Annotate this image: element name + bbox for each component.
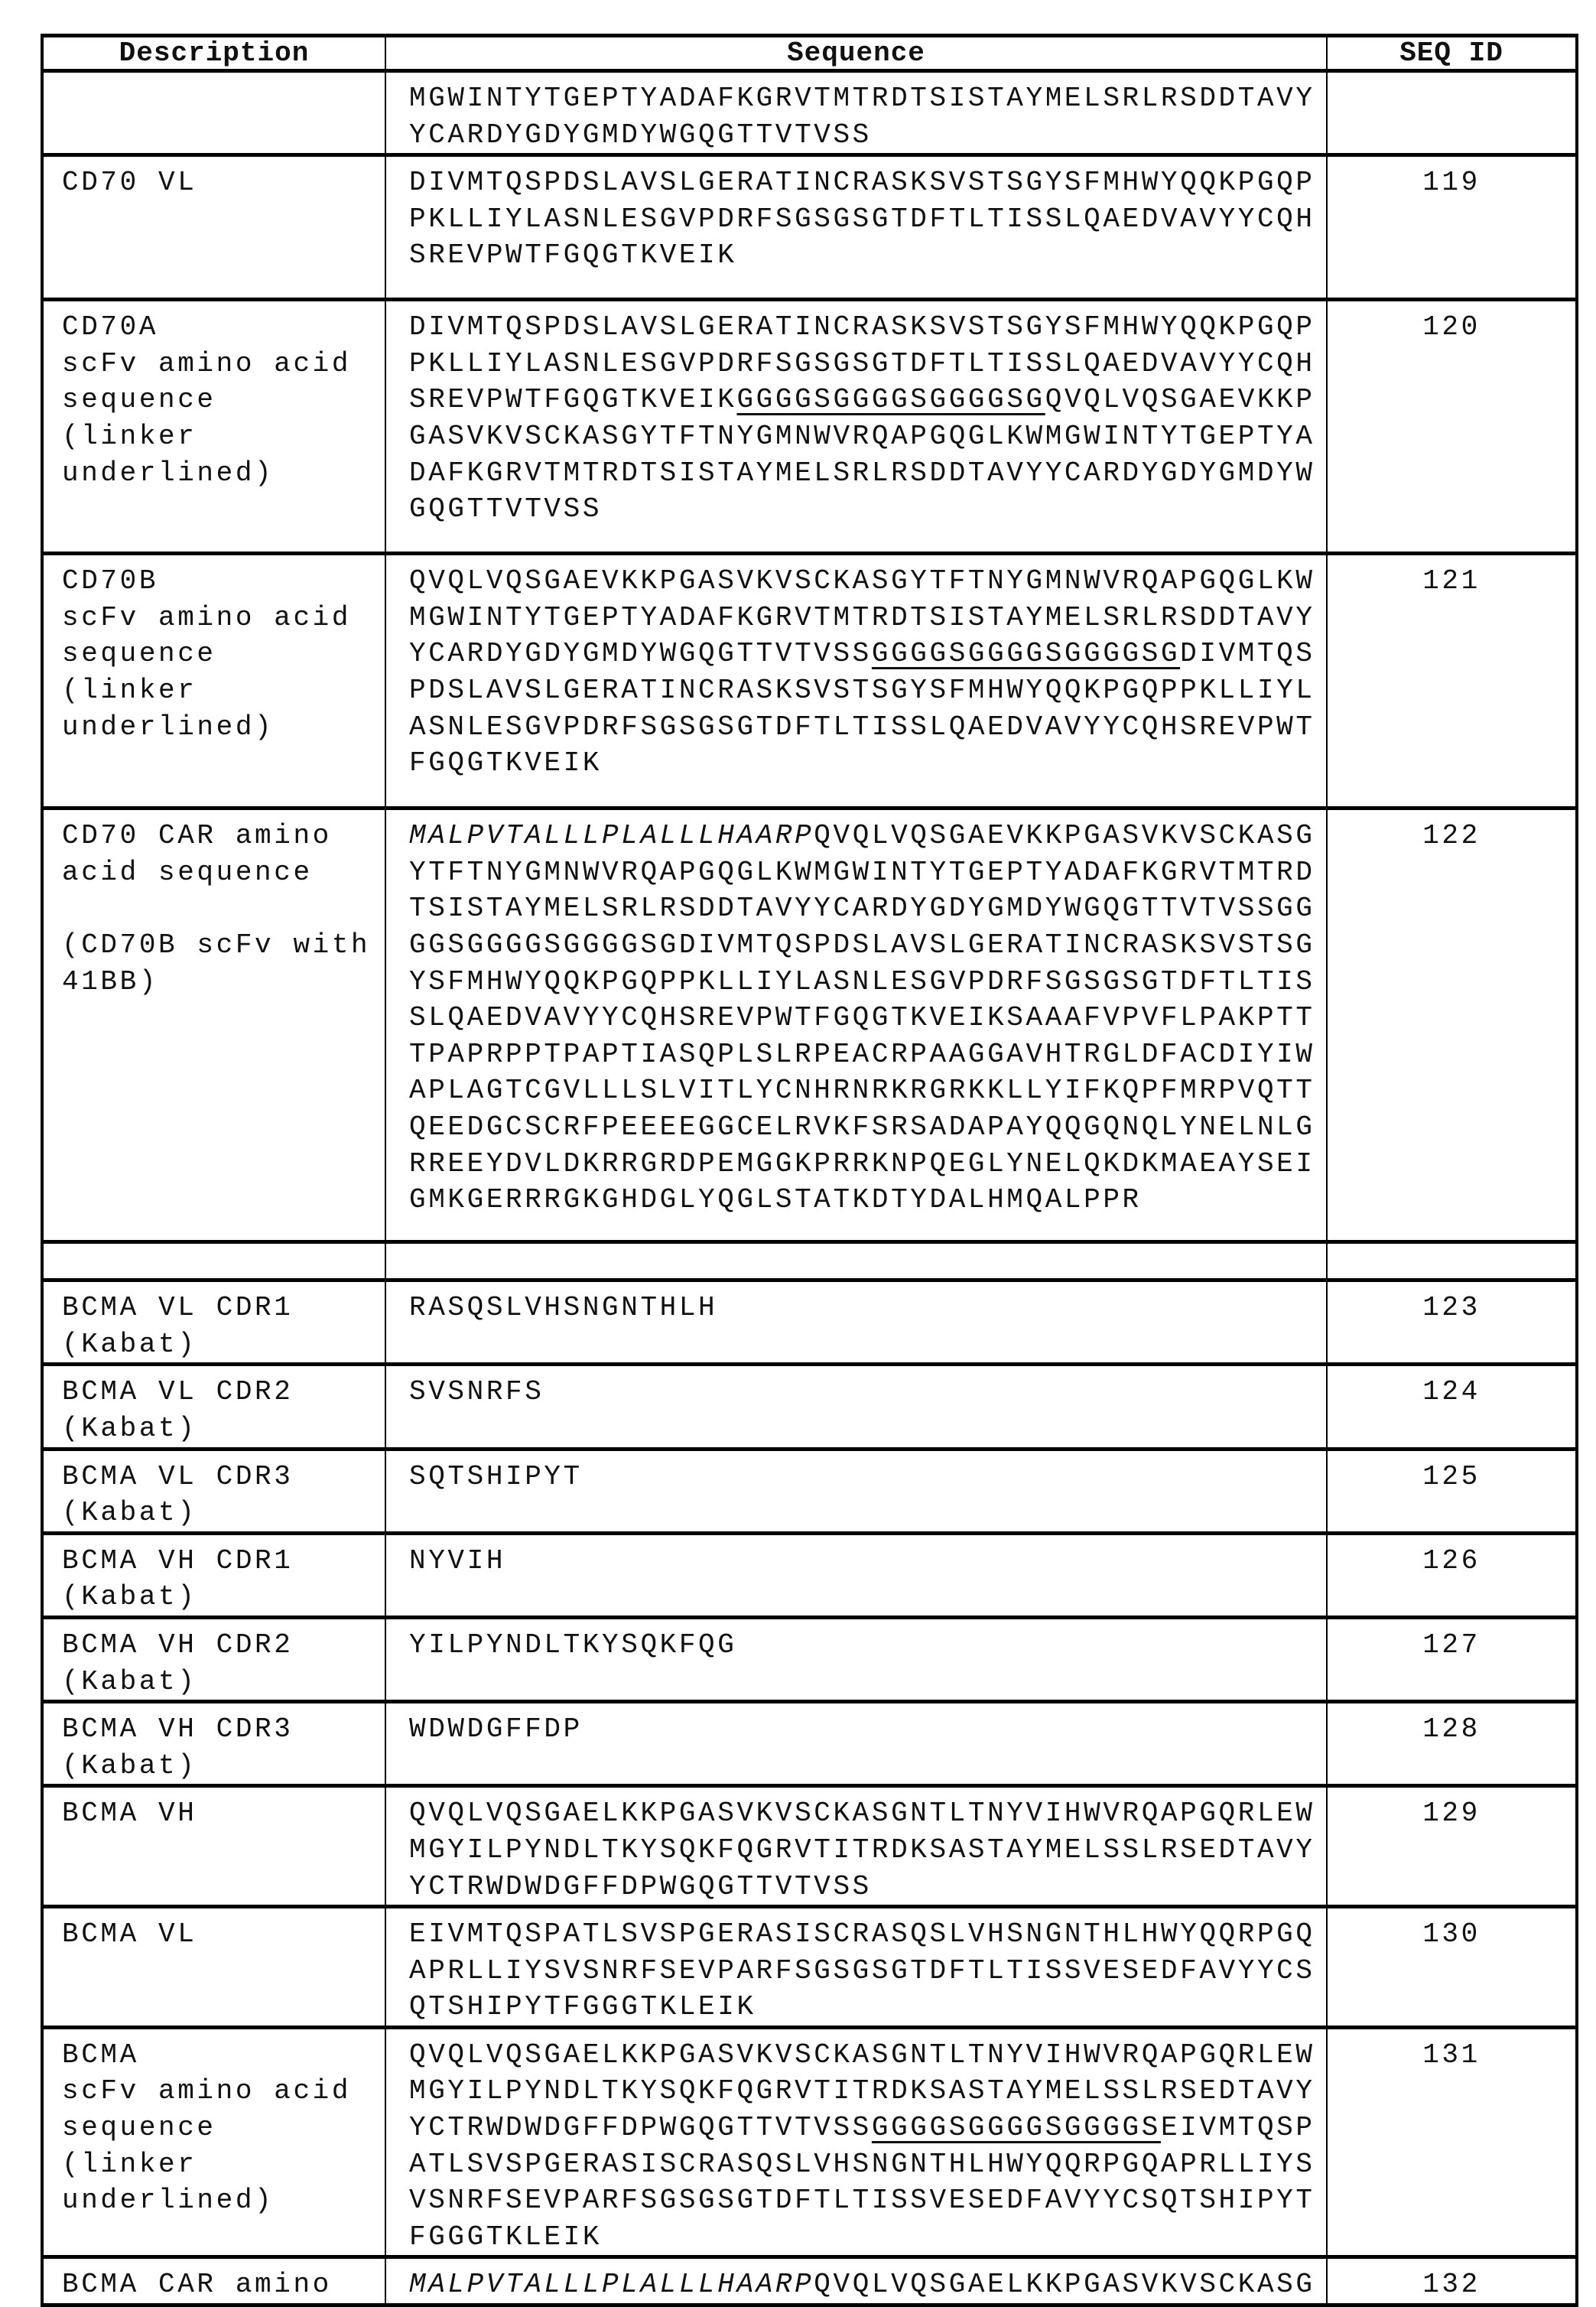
sequence-cell <box>385 2027 1327 2257</box>
sequence-segment: NYVIH <box>409 1545 505 1577</box>
description-line: CD70A <box>62 309 385 346</box>
sequence-line <box>409 382 1326 418</box>
description-line: (Kabat) <box>62 1495 385 1531</box>
sequence-line <box>409 890 1326 927</box>
seq-id-cell <box>1327 71 1577 155</box>
sequence-line <box>409 346 1326 382</box>
table-row <box>42 300 1577 554</box>
sequence-segment: GGSGGGGSGGGGSGDIVMTQSPDSLAVSLGERATINCRASKSVSTSG <box>409 929 1315 961</box>
description-line: CD70 CAR amino <box>62 818 385 854</box>
sequence-segment: MGYILPYNDLTKYSQKFQGRVTITRDKSASTAYMELSSLRSEDTAVY <box>409 2075 1315 2107</box>
sequence-segment: QVQLVQSGAEVKKPGASVKVSCKASG <box>814 820 1315 851</box>
sequence-line <box>409 1374 1326 1411</box>
table-row <box>42 809 1577 1242</box>
description-line: sequence <box>62 382 385 418</box>
sequence-segment: EIVMTQSP <box>1161 2112 1315 2143</box>
sequence-cell <box>385 1907 1327 2028</box>
sequence-segment: PKLLIYLASNLESGVPDRFSGSGSGTDFTLTISSLQAEDVAVYYCQH <box>409 203 1315 235</box>
description-line: BCMA VL CDR1 <box>62 1290 385 1326</box>
description-line: BCMA VH CDR2 <box>62 1627 385 1664</box>
sequence-line <box>409 491 1326 528</box>
sequence-segment: YILPYNDLTKYSQKFQG <box>409 1629 736 1661</box>
seq-id-cell: 120 <box>1327 300 1577 554</box>
sequence-line <box>409 1182 1326 1219</box>
sequence-segment: EIVMTQSPATLSVSPGERASISCRASQSLVHSNGNTHLHWYQQRPGQ <box>409 1918 1315 1950</box>
description-cell <box>42 809 385 1242</box>
sequence-line <box>409 672 1326 709</box>
sequence-line <box>409 1036 1326 1073</box>
sequence-line <box>409 2073 1326 2110</box>
seq-id-cell: 128 <box>1327 1702 1577 1786</box>
table-row <box>42 1280 1577 1365</box>
sequence-segment: SLQAEDVAVYYCQHSREVPWTFGQGTKVEIKSAAAFVPVFLPAKPTT <box>409 1002 1315 1033</box>
description-cell <box>42 1449 385 1533</box>
sequence-line <box>409 1869 1326 1905</box>
sequence-line <box>409 237 1326 274</box>
sequence-segment: DIVMTQS <box>1180 638 1315 669</box>
sequence-line <box>409 636 1326 672</box>
sequence-line <box>409 2037 1326 2074</box>
seq-id-cell: 125 <box>1327 1449 1577 1533</box>
sequence-segment: ASNLESGVPDRFSGSGSGTDFTLTISSLQAEDVAVYYCQHSREVPWT <box>409 711 1315 743</box>
sequence-line <box>409 418 1326 455</box>
table-row <box>42 71 1577 155</box>
sequence-segment: GQGTTVTVSS <box>409 493 602 525</box>
sequence-line <box>409 563 1326 600</box>
description-cell <box>42 2027 385 2257</box>
sequence-line <box>409 1290 1326 1326</box>
sequence-line <box>409 1916 1326 1953</box>
sequence-line <box>409 1795 1326 1832</box>
sequence-cell <box>385 1617 1327 1701</box>
sequence-segment: QVQLVQSGAELKKPGASVKVSCKASG <box>814 2269 1315 2300</box>
description-cell <box>42 1280 385 1365</box>
sequence-segment: RREEYDVLDKRRGRDPEMGGKPRRKNPQEGLYNELQKDKMAEAYSEI <box>409 1148 1315 1180</box>
table-row <box>42 1907 1577 2028</box>
description-cell <box>42 1786 385 1907</box>
description-line: (Kabat) <box>62 1411 385 1447</box>
sequence-segment: DAFKGRVTMTRDTSISTAYMELSRLRSDDTAVYYCARDYGDYGMDYW <box>409 457 1315 489</box>
sequence-segment: WDWDGFFDP <box>409 1713 583 1745</box>
sequence-segment: YCTRWDWDGFFDPWGQGTTVTVSS <box>409 2112 872 2143</box>
sequence-line <box>409 80 1326 117</box>
sequence-segment: QTSHIPYTFGGGTKLEIK <box>409 1991 756 2022</box>
sequence-segment: TSISTAYMELSRLRSDDTAVYYCARDYGDYGMDYWGQGTTVTVSSGG <box>409 893 1315 924</box>
sequence-segment: GMKGERRRGKGHDGLYQGLSTATKDTYDALHMQALPPR <box>409 1184 1142 1215</box>
sequence-line <box>409 164 1326 201</box>
sequence-segment: DIVMTQSPDSLAVSLGERATINCRASKSVSTSGYSFMHWYQQKPGQP <box>409 167 1315 198</box>
description-line <box>62 890 385 927</box>
sequence-segment: QVQLVQSGAELKKPGASVKVSCKASGNTLTNYVIHWVRQAPGQRLEW <box>409 1798 1315 1829</box>
sequence-segment: MGWINTYTGEPTYADAFKGRVTMTRDTSISTAYMELSRLRSDDTAVY <box>409 602 1315 633</box>
column-header-seq-id: SEQ ID <box>1327 36 1577 71</box>
description-line: (CD70B scFv with <box>62 927 385 964</box>
table-row <box>42 1365 1577 1449</box>
description-line: underlined) <box>62 709 385 746</box>
signal-peptide-italic: MALPVTALLLPLALLLHAARP <box>409 820 814 851</box>
description-line: BCMA VL CDR3 <box>62 1459 385 1495</box>
sequence-cell <box>385 1280 1327 1365</box>
seq-id-cell: 130 <box>1327 1907 1577 2028</box>
table-row <box>42 554 1577 809</box>
sequence-segment: MGYILPYNDLTKYSQKFQGRVTITRDKSASTAYMELSSLRSEDTAVY <box>409 1834 1315 1866</box>
seq-id-cell: 129 <box>1327 1786 1577 1907</box>
table-row <box>42 2257 1577 2305</box>
sequence-line <box>409 455 1326 492</box>
sequence-segment: VSNRFSEVPARFSGSGSGTDFTLTISSVESEDFAVYYCSQTSHIPYT <box>409 2185 1315 2216</box>
sequence-segment: YCTRWDWDGFFDPWGQGTTVTVSS <box>409 1871 872 1902</box>
signal-peptide-italic: MALPVTALLLPLALLLHAARP <box>409 2269 814 2300</box>
sequence-line <box>409 1146 1326 1183</box>
sequence-segment: YTFTNYGMNWVRQAPGQGLKWMGWINTYTGEPTYADAFKGRVTMTRD <box>409 857 1315 888</box>
sequence-segment: TPAPRPPTPAPTIASQPLSLRPEACRPAAGGAVHTRGLDFACDIYIW <box>409 1039 1315 1070</box>
sequence-line <box>409 745 1326 782</box>
sequence-table <box>41 34 1578 2307</box>
description-line: BCMA VH CDR1 <box>62 1543 385 1580</box>
linker-underlined: GGGGSGGGGSGGGGS <box>872 2112 1161 2143</box>
table-row <box>42 1242 1577 1280</box>
sequence-line <box>409 1072 1326 1109</box>
description-line: (Kabat) <box>62 1579 385 1616</box>
sequence-line <box>409 117 1326 154</box>
seq-id-cell: 124 <box>1327 1365 1577 1449</box>
sequence-segment: PKLLIYLASNLESGVPDRFSGSGSGTDFTLTISSLQAEDVAVYYCQH <box>409 348 1315 379</box>
sequence-line <box>409 818 1326 854</box>
seq-id-cell: 123 <box>1327 1280 1577 1365</box>
sequence-cell <box>385 809 1327 1242</box>
sequence-cell <box>385 300 1327 554</box>
sequence-line <box>409 2266 1326 2303</box>
sequence-cell <box>385 1242 1327 1280</box>
sequence-line <box>409 854 1326 891</box>
table-header-row <box>42 36 1577 71</box>
description-line: sequence <box>62 2110 385 2146</box>
seq-id-cell: 122 <box>1327 809 1577 1242</box>
description-line: 41BB) <box>62 964 385 1001</box>
sequence-line <box>409 2219 1326 2256</box>
description-line: (Kabat) <box>62 1664 385 1700</box>
sequence-cell <box>385 554 1327 809</box>
sequence-line <box>409 2182 1326 2219</box>
description-line: BCMA <box>62 2037 385 2074</box>
description-line: BCMA VH <box>62 1795 385 1832</box>
linker-underlined: GGGGSGGGGSGGGGSG <box>736 384 1045 415</box>
sequence-line <box>409 1109 1326 1146</box>
sequence-cell <box>385 1449 1327 1533</box>
sequence-segment: DIVMTQSPDSLAVSLGERATINCRASKSVSTSGYSFMHWYQQKPGQP <box>409 311 1315 343</box>
description-line: acid sequence <box>62 854 385 891</box>
description-line: BCMA VH CDR3 <box>62 1711 385 1748</box>
description-cell <box>42 1533 385 1617</box>
description-cell <box>42 1365 385 1449</box>
sequence-segment: GASVKVSCKASGYTFTNYGMNWVRQAPGQGLKWMGWINTYTGEPTYA <box>409 421 1315 452</box>
sequence-cell <box>385 2257 1327 2305</box>
sequence-segment: ATLSVSPGERASISCRASQSLVHSNGNTHLHWYQQRPGQAPRLLIYS <box>409 2149 1315 2180</box>
table-row <box>42 1617 1577 1701</box>
sequence-line <box>409 1543 1326 1580</box>
table-row <box>42 2027 1577 2257</box>
description-cell <box>42 300 385 554</box>
description-line: CD70B <box>62 563 385 600</box>
sequence-line <box>409 927 1326 964</box>
seq-id-cell: 126 <box>1327 1533 1577 1617</box>
description-cell <box>42 2257 385 2305</box>
description-cell <box>42 1242 385 1280</box>
seq-id-cell <box>1327 1242 1577 1280</box>
sequence-segment: APRLLIYSVSNRFSEVPARFSGSGSGTDFTLTISSVESEDFAVYYCS <box>409 1955 1315 1986</box>
column-header-description: Description <box>42 36 385 71</box>
description-line: scFv amino acid <box>62 600 385 636</box>
sequence-cell <box>385 1702 1327 1786</box>
description-line: underlined) <box>62 2182 385 2219</box>
sequence-segment: SQTSHIPYT <box>409 1461 583 1492</box>
table-row <box>42 1449 1577 1533</box>
seq-id-cell: 119 <box>1327 155 1577 300</box>
linker-underlined: GGGGSGGGGSGGGGSG <box>872 638 1180 669</box>
description-line: (Kabat) <box>62 1748 385 1785</box>
seq-id-cell: 131 <box>1327 2027 1577 2257</box>
sequence-cell <box>385 155 1327 300</box>
sequence-line <box>409 2110 1326 2146</box>
sequence-line <box>409 1711 1326 1748</box>
table-row <box>42 155 1577 300</box>
sequence-segment: PDSLAVSLGERATINCRASKSVSTSGYSFMHWYQQKPGQPPKLLIYL <box>409 675 1315 706</box>
sequence-segment: SREVPWTFGQGTKVEIK <box>409 384 736 415</box>
description-cell <box>42 71 385 155</box>
description-cell <box>42 1907 385 2028</box>
column-header-sequence: Sequence <box>385 36 1327 71</box>
sequence-line <box>409 1832 1326 1869</box>
description-cell <box>42 1702 385 1786</box>
description-cell <box>42 554 385 809</box>
table-row <box>42 1533 1577 1617</box>
sequence-segment: YCARDYGDYGMDYWGQGTTVTVSS <box>409 119 872 151</box>
sequence-cell <box>385 1365 1327 1449</box>
description-line: CD70 VL <box>62 164 385 201</box>
table-row <box>42 1786 1577 1907</box>
sequence-segment: RASQSLVHSNGNTHLH <box>409 1292 717 1323</box>
table-body <box>42 71 1577 2305</box>
description-line: (linker <box>62 418 385 455</box>
description-line: BCMA VL CDR2 <box>62 1374 385 1411</box>
sequence-line <box>409 1459 1326 1495</box>
description-line: BCMA CAR amino <box>62 2266 385 2303</box>
sequence-line <box>409 2146 1326 2183</box>
sequence-segment: FGGGTKLEIK <box>409 2221 602 2253</box>
sequence-cell <box>385 1786 1327 1907</box>
sequence-segment: QVQLVQSGAEVKKP <box>1045 384 1315 415</box>
sequence-segment: QVQLVQSGAEVKKPGASVKVSCKASGYTFTNYGMNWVRQAPGQGLKW <box>409 565 1315 597</box>
sequence-line <box>409 309 1326 346</box>
sequence-segment: YSFMHWYQQKPGQPPKLLIYLASNLESGVPDRFSGSGSGTDFTLTIS <box>409 966 1315 997</box>
sequence-segment: QVQLVQSGAELKKPGASVKVSCKASGNTLTNYVIHWVRQAPGQRLEW <box>409 2039 1315 2071</box>
sequence-segment: FGQGTKVEIK <box>409 747 602 779</box>
description-line: (Kabat) <box>62 1326 385 1363</box>
description-line: BCMA VL <box>62 1916 385 1953</box>
description-line: scFv amino acid <box>62 346 385 382</box>
sequence-segment: YCARDYGDYGMDYWGQGTTVTVSS <box>409 638 872 669</box>
sequence-segment: SREVPWTFGQGTKVEIK <box>409 239 736 271</box>
sequence-line <box>409 709 1326 746</box>
sequence-segment: APLAGTCGVLLLSLVITLYCNHRNRKRGRKKLLYIFKQPFMRPVQTT <box>409 1075 1315 1106</box>
sequence-cell <box>385 1533 1327 1617</box>
sequence-cell <box>385 71 1327 155</box>
sequence-segment: QEEDGCSCRFPEEEEGGCELRVKFSRSADAPAYQQGQNQLYNELNLG <box>409 1111 1315 1143</box>
description-line: sequence <box>62 636 385 672</box>
sequence-segment: SVSNRFS <box>409 1376 544 1407</box>
description-cell <box>42 1617 385 1701</box>
sequence-line <box>409 1000 1326 1036</box>
description-line: (linker <box>62 2146 385 2183</box>
table-row <box>42 1702 1577 1786</box>
sequence-line <box>409 1953 1326 1990</box>
description-line: (linker <box>62 672 385 709</box>
sequence-line <box>409 1627 1326 1664</box>
seq-id-cell: 132 <box>1327 2257 1577 2305</box>
sequence-line <box>409 201 1326 238</box>
seq-id-cell: 127 <box>1327 1617 1577 1701</box>
description-line: scFv amino acid <box>62 2073 385 2110</box>
sequence-line <box>409 600 1326 636</box>
description-cell <box>42 155 385 300</box>
description-line: underlined) <box>62 455 385 492</box>
seq-id-cell: 121 <box>1327 554 1577 809</box>
sequence-segment: MGWINTYTGEPTYADAFKGRVTMTRDTSISTAYMELSRLRSDDTAVY <box>409 83 1315 114</box>
sequence-line <box>409 964 1326 1001</box>
sequence-line <box>409 1989 1326 2026</box>
